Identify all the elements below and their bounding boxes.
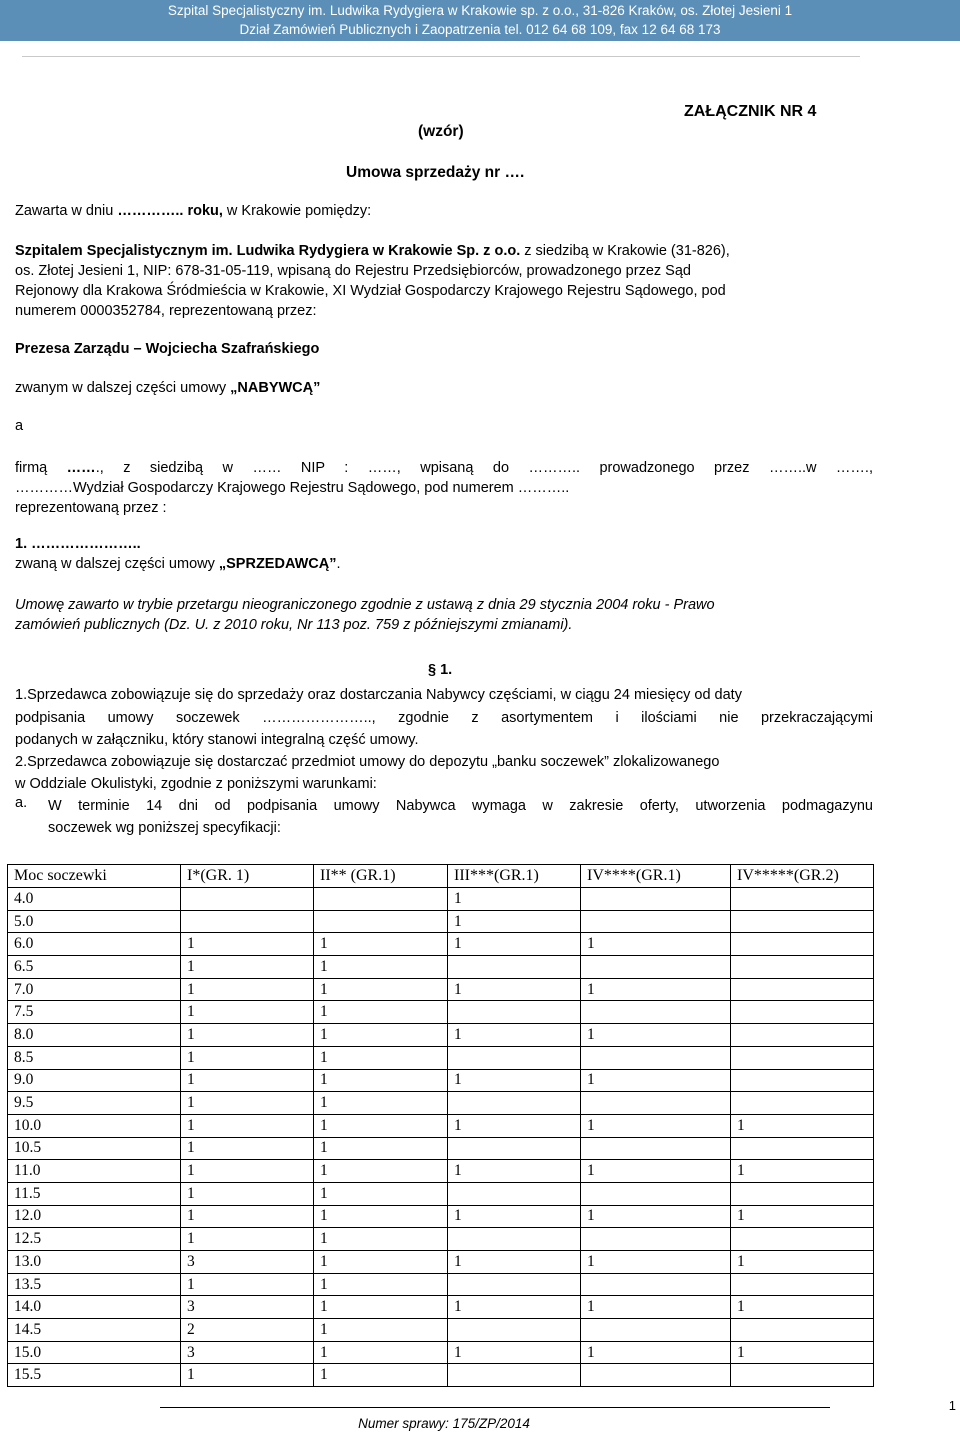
seller-firm-label: firmą <box>15 460 48 476</box>
table-row <box>8 933 874 956</box>
template-label: (wzór) <box>418 123 464 140</box>
quantity-cell <box>448 1319 581 1342</box>
quantity-cell <box>731 1228 874 1251</box>
table-header-row <box>8 865 874 888</box>
lens-power-cell: 10.0 <box>8 1114 181 1137</box>
quantity-cell <box>448 1001 581 1024</box>
quantity-cell: 1 <box>448 1296 581 1319</box>
clause-a-line-1: W terminie 14 dni od podpisania umowy Nabywca wymaga w zakresie oferty, utworzenia podmagazynu <box>48 798 873 814</box>
quantity-cell: 1 <box>581 1251 731 1274</box>
quantity-cell: 1 <box>448 1205 581 1228</box>
quantity-cell: 1 <box>314 1137 448 1160</box>
seller-representative: 1. ………………….. <box>15 536 141 552</box>
lens-power-cell: 12.0 <box>8 1205 181 1228</box>
clause-a-line-2: soczewek wg poniższej specyfikacji: <box>48 820 281 836</box>
concluded-suffix: w Krakowie pomiędzy: <box>222 203 372 219</box>
quantity-cell <box>731 1182 874 1205</box>
quantity-cell: 1 <box>731 1296 874 1319</box>
legal-basis-line-1: Umowę zawarto w trybie przetargu nieograniczonego zgodnie z ustawą z dnia 29 stycznia 2004 roku - Prawo <box>15 597 715 613</box>
conjunction-a: a <box>15 418 24 434</box>
quantity-cell: 1 <box>448 888 581 911</box>
quantity-cell <box>731 956 874 979</box>
concluded-prefix: Zawarta w dniu <box>15 203 118 219</box>
quantity-cell <box>581 1319 731 1342</box>
quantity-cell: 1 <box>581 978 731 1001</box>
quantity-cell <box>448 1364 581 1387</box>
quantity-cell <box>731 910 874 933</box>
quantity-cell: 1 <box>314 1251 448 1274</box>
quantity-cell <box>581 888 731 911</box>
quantity-cell: 1 <box>181 978 314 1001</box>
quantity-cell <box>731 933 874 956</box>
table-row <box>8 1001 874 1024</box>
quantity-cell: 1 <box>314 1341 448 1364</box>
quantity-cell <box>314 910 448 933</box>
quantity-cell: 1 <box>314 956 448 979</box>
quantity-cell: 1 <box>731 1114 874 1137</box>
table-header-cell: II** (GR.1) <box>314 865 448 888</box>
quantity-cell: 3 <box>181 1296 314 1319</box>
section-heading: § 1. <box>428 662 453 678</box>
buyer-alias-prefix: zwanym w dalszej części umowy <box>15 380 231 396</box>
quantity-cell: 1 <box>181 1092 314 1115</box>
quantity-cell: 1 <box>731 1341 874 1364</box>
seller-alias-prefix: zwaną w dalszej części umowy <box>15 556 219 572</box>
buyer-alias-line <box>15 380 320 396</box>
table-row <box>8 1251 874 1274</box>
clause-2 <box>15 751 873 795</box>
quantity-cell <box>581 1273 731 1296</box>
table-row <box>8 1092 874 1115</box>
table-row <box>8 1114 874 1137</box>
quantity-cell <box>581 1092 731 1115</box>
quantity-cell <box>731 978 874 1001</box>
quantity-cell <box>731 1069 874 1092</box>
quantity-cell <box>581 956 731 979</box>
lens-power-cell: 8.5 <box>8 1046 181 1069</box>
quantity-cell <box>314 888 448 911</box>
quantity-cell <box>731 1364 874 1387</box>
quantity-cell: 1 <box>448 933 581 956</box>
table-header-cell: I*(GR. 1) <box>181 865 314 888</box>
table-row <box>8 1205 874 1228</box>
quantity-cell <box>731 1137 874 1160</box>
lens-power-cell: 9.0 <box>8 1069 181 1092</box>
quantity-cell: 1 <box>731 1160 874 1183</box>
table-row <box>8 1182 874 1205</box>
quantity-cell: 1 <box>314 1114 448 1137</box>
quantity-cell <box>731 1046 874 1069</box>
quantity-cell: 1 <box>448 1160 581 1183</box>
lens-power-cell: 8.0 <box>8 1024 181 1047</box>
quantity-cell: 1 <box>448 1069 581 1092</box>
clause-1-line-3: podanych w załączniku, który stanowi integralną część umowy. <box>15 732 419 748</box>
seller-firm-details-end: ..w ……., <box>797 460 873 476</box>
quantity-cell: 1 <box>181 933 314 956</box>
quantity-cell: 1 <box>314 978 448 1001</box>
lens-power-cell: 7.5 <box>8 1001 181 1024</box>
clause-1-line-1: 1.Sprzedawca zobowiązuje się do sprzedaży oraz dostarczania Nabywcy częściami, w ciągu 24 miesięcy od daty <box>15 687 742 703</box>
quantity-cell: 1 <box>731 1251 874 1274</box>
table-row <box>8 1341 874 1364</box>
seller-alias: „SPRZEDAWCĄ” <box>218 556 337 572</box>
quantity-cell: 1 <box>181 956 314 979</box>
table-row <box>8 978 874 1001</box>
table-row <box>8 956 874 979</box>
quantity-cell: 1 <box>181 1273 314 1296</box>
quantity-cell: 1 <box>314 1069 448 1092</box>
quantity-cell: 1 <box>448 1341 581 1364</box>
table-row <box>8 1024 874 1047</box>
quantity-cell <box>448 1046 581 1069</box>
lens-power-cell: 7.0 <box>8 978 181 1001</box>
quantity-cell <box>731 1319 874 1342</box>
quantity-cell <box>181 910 314 933</box>
lens-power-cell: 6.5 <box>8 956 181 979</box>
table-row <box>8 1046 874 1069</box>
quantity-cell: 1 <box>181 1160 314 1183</box>
clause-a <box>48 795 873 839</box>
table-row <box>8 1364 874 1387</box>
quantity-cell <box>731 1001 874 1024</box>
quantity-cell: 1 <box>314 1319 448 1342</box>
quantity-cell: 1 <box>181 1228 314 1251</box>
lens-power-cell: 13.0 <box>8 1251 181 1274</box>
table-row <box>8 1069 874 1092</box>
case-number: Numer sprawy: 175/ZP/2014 <box>358 1416 530 1431</box>
table-row <box>8 1319 874 1342</box>
quantity-cell: 1 <box>581 1114 731 1137</box>
quantity-cell: 1 <box>181 1024 314 1047</box>
concluded-line <box>15 203 371 219</box>
quantity-cell: 1 <box>314 1024 448 1047</box>
quantity-cell: 1 <box>448 1251 581 1274</box>
buyer-address-line: os. Złotej Jesieni 1, NIP: 678-31-05-119, wpisaną do Rejestru Przedsiębiorców, prowadzonego przez Sąd <box>15 263 691 279</box>
seller-alias-line <box>15 556 341 572</box>
quantity-cell <box>581 1228 731 1251</box>
buyer-name: Szpitalem Specjalistycznym im. Ludwika Rydygiera w Krakowie Sp. z o.o. <box>15 243 521 259</box>
quantity-cell: 1 <box>314 1205 448 1228</box>
clause-1 <box>15 684 873 752</box>
clause-2-line-2: w Oddziale Okulistyki, zgodnie z poniższymi warunkami: <box>15 776 377 792</box>
quantity-cell <box>448 1273 581 1296</box>
quantity-cell: 1 <box>181 1069 314 1092</box>
quantity-cell <box>581 1046 731 1069</box>
buyer-alias: „NABYWCĄ” <box>230 380 321 396</box>
quantity-cell <box>731 1273 874 1296</box>
lens-power-cell: 14.5 <box>8 1319 181 1342</box>
quantity-cell <box>581 1001 731 1024</box>
table-header-cell: IV****(GR.1) <box>581 865 731 888</box>
quantity-cell: 3 <box>181 1251 314 1274</box>
quantity-cell <box>581 1364 731 1387</box>
table-row <box>8 1160 874 1183</box>
concluded-date: ………….. roku, <box>117 203 223 219</box>
table-row <box>8 1137 874 1160</box>
quantity-cell: 1 <box>181 1182 314 1205</box>
quantity-cell <box>448 1182 581 1205</box>
buyer-representative: Prezesa Zarządu – Wojciecha Szafrańskiego <box>15 341 320 357</box>
quantity-cell <box>731 1092 874 1115</box>
lens-power-cell: 5.0 <box>8 910 181 933</box>
lens-specification-table <box>7 864 874 1387</box>
lens-power-cell: 15.5 <box>8 1364 181 1387</box>
quantity-cell <box>731 888 874 911</box>
quantity-cell: 1 <box>181 1046 314 1069</box>
quantity-cell: 1 <box>314 1296 448 1319</box>
clause-2-line-1: 2.Sprzedawca zobowiązuje się dostarczać przedmiot umowy do depozytu „banku soczewek” zlokalizowanego <box>15 754 720 770</box>
quantity-cell: 1 <box>314 1092 448 1115</box>
quantity-cell: 1 <box>314 1001 448 1024</box>
letterhead-line-1: Szpital Specjalistyczny im. Ludwika Rydygiera w Krakowie sp. z o.o., 31-826 Kraków, os. Złotej Jesieni 1 <box>167 3 793 18</box>
quantity-cell: 1 <box>314 1046 448 1069</box>
quantity-cell <box>581 1137 731 1160</box>
lens-power-cell: 15.0 <box>8 1341 181 1364</box>
buyer-address-start: z siedzibą w Krakowie (31-826), <box>520 243 730 259</box>
quantity-cell <box>581 910 731 933</box>
lens-power-cell: 10.5 <box>8 1137 181 1160</box>
quantity-cell: 1 <box>731 1205 874 1228</box>
footer-divider <box>160 1407 830 1408</box>
quantity-cell <box>448 1228 581 1251</box>
seller-firm-details: ., z siedzibą w …… NIP : ……, wpisaną do ……….. prowadzonego przez …… <box>95 460 798 476</box>
legal-basis-line-2: zamówień publicznych (Dz. U. z 2010 roku, Nr 113 poz. 759 z późniejszymi zmianami). <box>15 617 573 633</box>
seller-firm-dots: …… <box>47 460 96 476</box>
buyer-registry-line: Rejonowy dla Krakowa Śródmieścia w Krakowie, XI Wydział Gospodarczy Krajowego Rejestru Sądowego, pod <box>15 283 726 299</box>
quantity-cell <box>731 1024 874 1047</box>
quantity-cell: 1 <box>314 1364 448 1387</box>
contract-title: Umowa sprzedaży nr …. <box>346 164 525 181</box>
quantity-cell: 1 <box>581 1024 731 1047</box>
clause-1-line-2: podpisania umowy soczewek ………………….., zgodnie z asortymentem i ilościami nie przekraczającymi <box>15 709 873 726</box>
table-row <box>8 910 874 933</box>
quantity-cell: 1 <box>448 1114 581 1137</box>
lens-power-cell: 6.0 <box>8 933 181 956</box>
quantity-cell: 1 <box>314 933 448 956</box>
buyer-number-line: numerem 0000352784, reprezentowaną przez: <box>15 303 317 319</box>
quantity-cell: 1 <box>181 1114 314 1137</box>
table-row <box>8 1296 874 1319</box>
table-header-cell: Moc soczewki <box>8 865 181 888</box>
lens-power-cell: 4.0 <box>8 888 181 911</box>
clause-a-label: a. <box>15 795 28 811</box>
quantity-cell: 1 <box>581 1205 731 1228</box>
table-row <box>8 888 874 911</box>
quantity-cell <box>448 956 581 979</box>
quantity-cell <box>448 1092 581 1115</box>
quantity-cell: 1 <box>181 1205 314 1228</box>
seller-representation-line: reprezentowaną przez : <box>15 500 167 516</box>
quantity-cell <box>581 1182 731 1205</box>
table-header-cell: IV*****(GR.2) <box>731 865 874 888</box>
lens-power-cell: 12.5 <box>8 1228 181 1251</box>
legal-basis <box>15 595 873 635</box>
quantity-cell: 1 <box>181 1364 314 1387</box>
lens-power-cell: 11.0 <box>8 1160 181 1183</box>
quantity-cell: 1 <box>181 1137 314 1160</box>
table-row <box>8 1228 874 1251</box>
quantity-cell: 1 <box>581 1341 731 1364</box>
letterhead-line-2: Dział Zamówień Publicznych i Zaopatrzenia tel. 012 64 68 109, fax 12 64 68 173 <box>239 22 721 37</box>
quantity-cell: 1 <box>314 1182 448 1205</box>
lens-power-cell: 13.5 <box>8 1273 181 1296</box>
quantity-cell: 1 <box>581 1069 731 1092</box>
quantity-cell: 1 <box>448 910 581 933</box>
quantity-cell: 1 <box>581 1160 731 1183</box>
lens-power-cell: 14.0 <box>8 1296 181 1319</box>
quantity-cell: 1 <box>314 1160 448 1183</box>
quantity-cell: 1 <box>314 1228 448 1251</box>
attachment-label: ZAŁĄCZNIK NR 4 <box>684 103 817 120</box>
quantity-cell: 1 <box>181 1001 314 1024</box>
buyer-paragraph <box>15 241 873 321</box>
seller-alias-end: . <box>336 556 341 572</box>
quantity-cell: 1 <box>314 1273 448 1296</box>
quantity-cell: 1 <box>581 933 731 956</box>
quantity-cell: 2 <box>181 1319 314 1342</box>
table-row <box>8 1273 874 1296</box>
lens-power-cell: 9.5 <box>8 1092 181 1115</box>
table-header-cell: III***(GR.1) <box>448 865 581 888</box>
quantity-cell: 1 <box>581 1296 731 1319</box>
quantity-cell: 1 <box>448 1024 581 1047</box>
seller-registry-line: …………Wydział Gospodarczy Krajowego Rejestru Sądowego, pod numerem ……….. <box>15 480 570 496</box>
quantity-cell: 3 <box>181 1341 314 1364</box>
quantity-cell <box>181 888 314 911</box>
quantity-cell: 1 <box>448 978 581 1001</box>
letterhead-banner <box>0 0 960 41</box>
quantity-cell <box>448 1137 581 1160</box>
lens-power-cell: 11.5 <box>8 1182 181 1205</box>
page-number: 1 <box>948 1398 956 1413</box>
seller-paragraph <box>15 458 873 518</box>
header-divider <box>22 56 860 57</box>
